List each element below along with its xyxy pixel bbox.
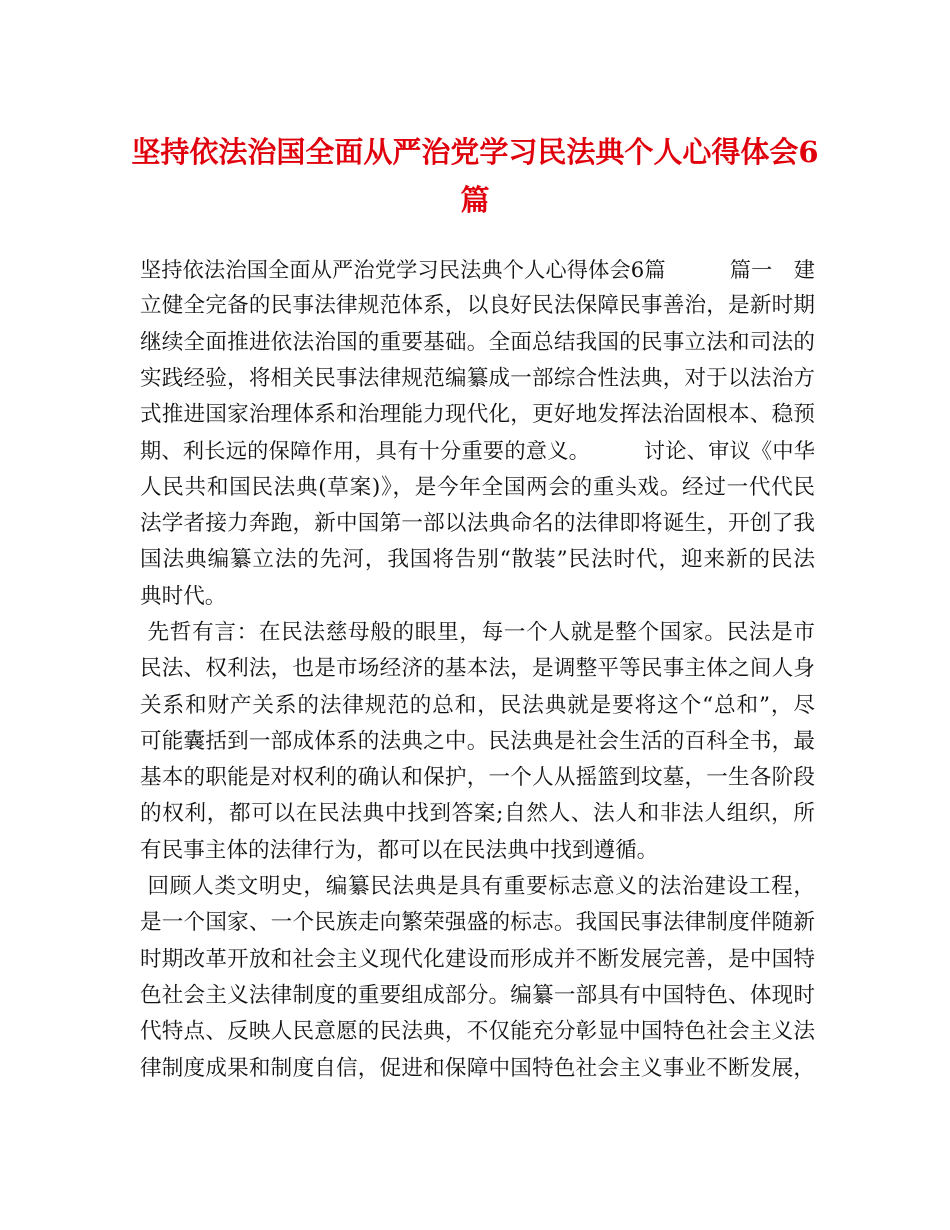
body-line: 先哲有言：在民法慈母般的眼里，每一个人就是整个国家。民法是市 — [140, 619, 815, 645]
body-line: 人民共和国民法典(草案)》，是今年全国两会的重头戏。经过一代代民 — [140, 474, 815, 500]
document-title — [130, 128, 820, 224]
body-line: 国法典编纂立法的先河，我国将告别“散装”民法时代，迎来新的民法 — [140, 547, 815, 573]
body-line: 回顾人类文明史，编纂民法典是具有重要标志意义的法治建设工程， — [140, 874, 815, 900]
body-line: 可能囊括到一部成体系的法典之中。民法典是社会生活的百科全书，最 — [140, 728, 815, 754]
title-line-1: 坚持依法治国全面从严治党学习民法典个人心得体会6 — [131, 135, 819, 169]
body-line: 法学者接力奔跑，新中国第一部以法典命名的法律即将诞生，开创了我 — [140, 511, 815, 537]
body-line: 期、利长远的保障作用，具有十分重要的意义。 讨论、审议《中华 — [140, 438, 815, 464]
body-line: 色社会主义法律制度的重要组成部分。编纂一部具有中国特色、体现时 — [140, 982, 815, 1008]
body-line: 民法、权利法，也是市场经济的基本法，是调整平等民事主体之间人身 — [140, 656, 815, 682]
body-line: 是一个国家、一个民族走向繁荣强盛的标志。我国民事法律制度伴随新 — [140, 910, 815, 936]
body-line: 坚持依法治国全面从严治党学习民法典个人心得体会6篇 篇一 建 — [140, 257, 815, 282]
body-line: 有民事主体的法律行为，都可以在民法典中找到遵循。 — [140, 837, 659, 863]
body-line: 式推进国家治理体系和治理能力现代化，更好地发挥法治固根本、稳预 — [140, 402, 815, 428]
body-line: 代特点、反映人民意愿的民法典，不仅能充分彰显中国特色社会主义法 — [140, 1019, 815, 1045]
body-line: 实践经验，将相关民事法律规范编纂成一部综合性法典，对于以法治方 — [140, 365, 815, 391]
body-line: 继续全面推进依法治国的重要基础。全面总结我国的民事立法和司法的 — [140, 329, 815, 355]
body-line: 时期改革开放和社会主义现代化建设而形成并不断发展完善，是中国特 — [140, 946, 815, 972]
title-line-2: 篇 — [460, 183, 490, 217]
body-line: 关系和财产关系的法律规范的总和，民法典就是要将这个“总和”，尽 — [140, 692, 815, 718]
body-line: 律制度成果和制度自信，促进和保障中国特色社会主义事业不断发展， — [140, 1055, 815, 1081]
body-line: 的权利，都可以在民法典中找到答案;自然人、法人和非法人组织，所 — [140, 801, 815, 827]
body-line: 典时代。 — [140, 583, 227, 609]
body-line: 立健全完备的民事法律规范体系，以良好民法保障民事善治，是新时期 — [140, 293, 815, 319]
body-line: 基本的职能是对权利的确认和保护，一个人从摇篮到坟墓，一生各阶段 — [140, 765, 815, 791]
document-body — [140, 252, 815, 1087]
